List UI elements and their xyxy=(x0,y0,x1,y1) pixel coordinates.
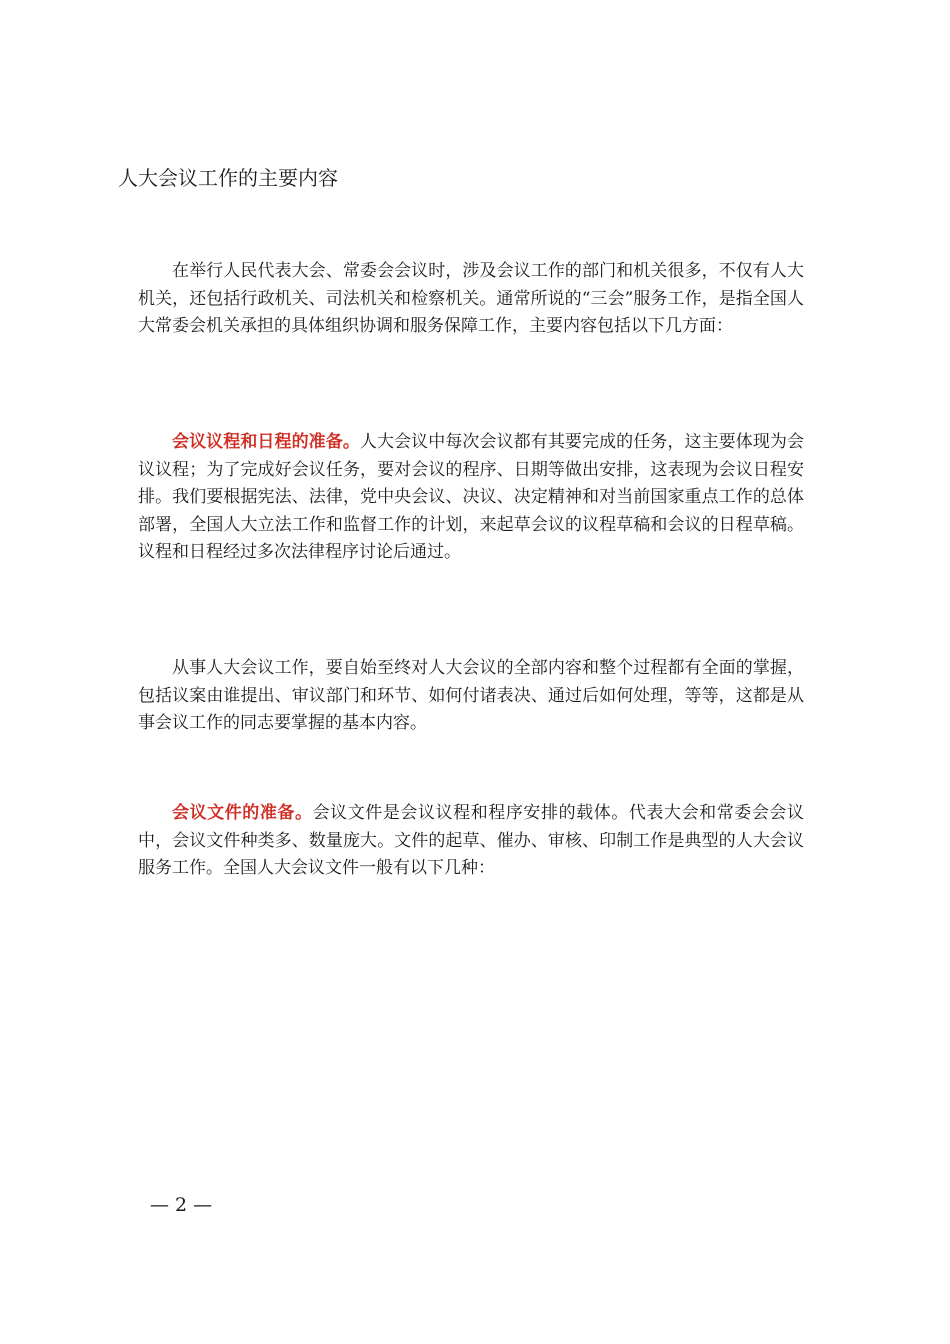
page-number: — 2 — xyxy=(150,1194,213,1216)
paragraph-text: 在举行人民代表大会、常委会会议时，涉及会议工作的部门和机关很多，不仅有人大机关，还包括行政机关、司法机关和检察机关。通常所说的“三会”服务工作，是指全国人大常委会机关承担的具体组织协调和服务保障工作，主要内容包括以下几方面： xyxy=(138,261,804,336)
paragraph-documents xyxy=(138,800,804,883)
paragraph-lead-documents: 会议文件的准备。 xyxy=(172,803,313,823)
paragraph-intro xyxy=(138,258,804,341)
paragraph-text: 从事人大会议工作，要自始至终对人大会议的全部内容和整个过程都有全面的掌握，包括议案由谁提出、审议部门和环节、如何付诸表决、通过后如何处理，等等，这都是从事会议工作的同志要掌握的基本内容。 xyxy=(138,658,804,733)
paragraph-text: 人大会议中每次会议都有其要完成的任务，这主要体现为会议议程；为了完成好会议任务，要对会议的程序、日期等做出安排，这表现为会议日程安排。我们要根据宪法、法律，党中央会议、决议、决定精神和对当前国家重点工作的总体部署，全国人大立法工作和监督工作的计划，来起草会议的议程草稿和会议的日程草稿。议程和日程经过多次法律程序讨论后通过。 xyxy=(138,432,805,562)
paragraph-mastery xyxy=(138,655,804,738)
page-title: 人大会议工作的主要内容 xyxy=(118,166,338,190)
paragraph-agenda xyxy=(138,429,804,567)
paragraph-lead-agenda: 会议议程和日程的准备。 xyxy=(172,432,360,452)
paragraph-text: 会议文件是会议议程和程序安排的载体。代表大会和常委会会议中，会议文件种类多、数量庞大。文件的起草、催办、审核、印制工作是典型的人大会议服务工作。全国人大会议文件一般有以下几种： xyxy=(138,803,805,878)
